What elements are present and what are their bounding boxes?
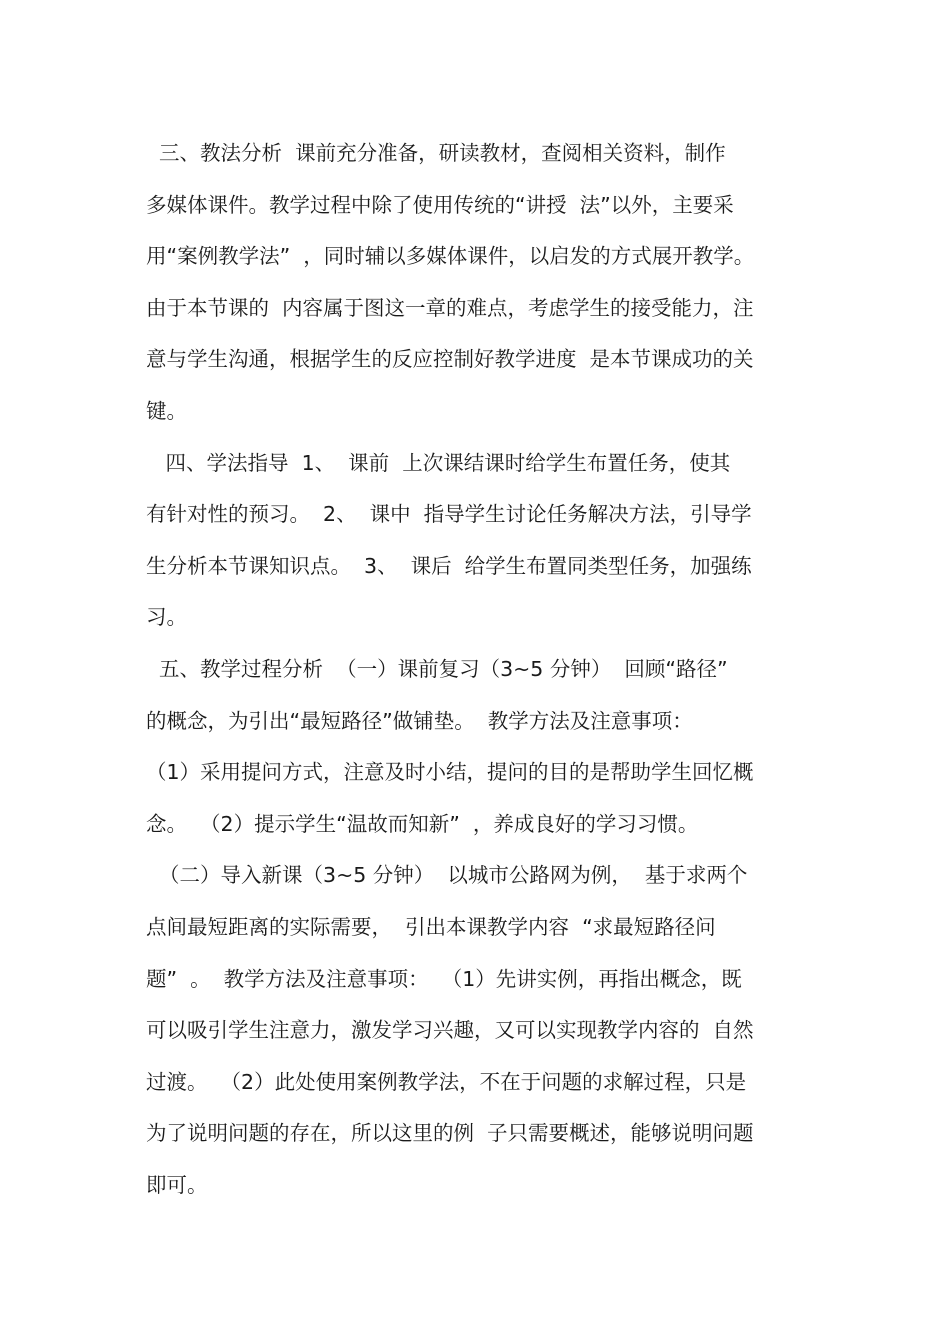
text-line: 用“案例教学法” ，同时辅以多媒体课件，以启发的方式展开教学。 bbox=[146, 244, 755, 269]
text-line: 由于本节课的 内容属于图这一章的难点，考虑学生的接受能力，注 bbox=[146, 295, 754, 320]
text-line: 过渡。 （2）此处使用案例教学法，不在于问题的求解过程，只是 bbox=[146, 1069, 747, 1094]
text-line-learning-guidance: 四、学法指导 1、 课前 上次课结课时给学生布置任务，使其 bbox=[146, 450, 731, 475]
text-line: 的概念，为引出“最短路径”做铺垫。 教学方法及注意事项： bbox=[146, 708, 693, 733]
document-body bbox=[146, 128, 826, 1211]
text-line: 习。 bbox=[146, 605, 187, 630]
text-line: 键。 bbox=[146, 398, 187, 423]
text-line-teaching-process-analysis: 五、教学过程分析 （一）课前复习（3~5 分钟） 回顾“路径” bbox=[146, 656, 728, 681]
text-line: 有针对性的预习。 2、 课中 指导学生讨论任务解决方法，引导学 bbox=[146, 502, 752, 527]
text-line: 意与学生沟通，根据学生的反应控制好教学进度 是本节课成功的关 bbox=[146, 347, 754, 372]
text-line: 点间最短距离的实际需要， 引出本课教学内容 “求最短路径问 bbox=[146, 914, 716, 939]
text-line-new-lesson-intro: （二）导入新课（3~5 分钟） 以城市公路网为例， 基于求两个 bbox=[146, 863, 748, 888]
text-line: 为了说明问题的存在，所以这里的例 子只需要概述，能够说明问题 bbox=[146, 1121, 754, 1146]
text-line-teaching-method-analysis: 三、教法分析 课前充分准备，研读教材，查阅相关资料，制作 bbox=[146, 141, 726, 165]
text-line: 可以吸引学生注意力，激发学习兴趣，又可以实现教学内容的 自然 bbox=[146, 1018, 754, 1043]
text-line: 生分析本节课知识点。 3、 课后 给学生布置同类型任务，加强练 bbox=[146, 553, 752, 578]
text-line: 念。 （2）提示学生“温故而知新” ，养成良好的学习习惯。 bbox=[146, 811, 699, 836]
text-line: 多媒体课件。教学过程中除了使用传统的“讲授 法”以外，主要采 bbox=[146, 192, 734, 217]
text-line: （1）采用提问方式，注意及时小结，提问的目的是帮助学生回忆概 bbox=[146, 760, 754, 785]
text-line: 即可。 bbox=[146, 1172, 208, 1197]
text-line: 题” 。 教学方法及注意事项： （1）先讲实例，再指出概念，既 bbox=[146, 966, 742, 991]
